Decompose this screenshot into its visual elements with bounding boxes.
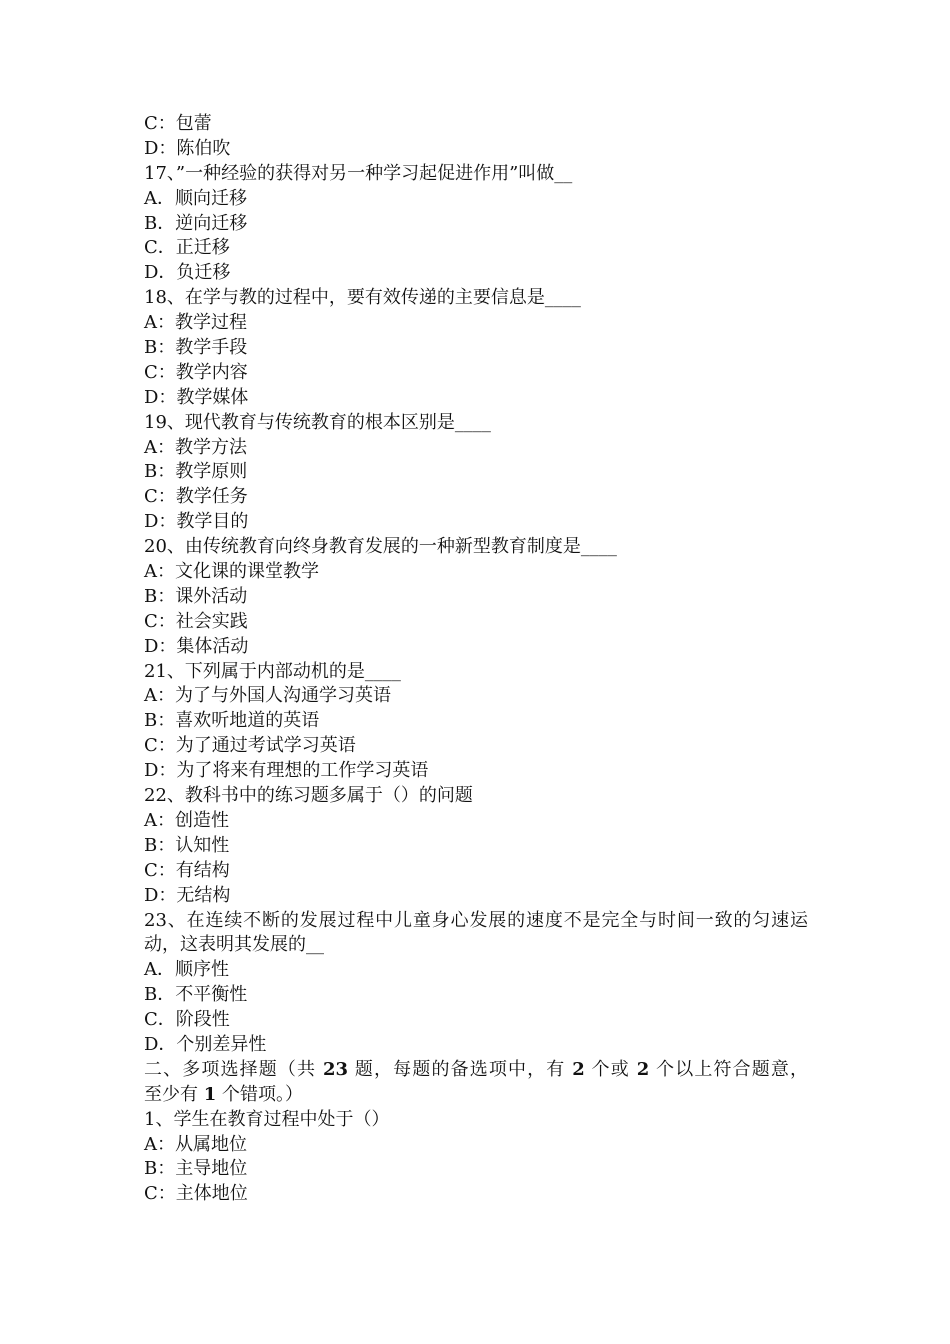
- option-line: B：教学原则: [144, 461, 248, 483]
- section-2-heading: 二、多项选择题（共 23 题，每题的备选项中，有 2 个或 2 个以上符合题意，: [144, 1058, 808, 1080]
- option-line: D：教学媒体: [144, 386, 249, 408]
- option-line: B．逆向迁移: [144, 212, 248, 234]
- option-line: C：有结构: [144, 859, 230, 881]
- option-line: A：教学方法: [144, 436, 247, 458]
- question-21-stem: 21、下列属于内部动机的是____: [144, 660, 401, 682]
- option-line: D．负迁移: [144, 262, 231, 284]
- question-18-stem: 18、在学与教的过程中，要有效传递的主要信息是____: [144, 287, 581, 309]
- option-line: D：陈伯吹: [144, 137, 231, 159]
- option-line: C．阶段性: [144, 1009, 230, 1031]
- option-line: B：教学手段: [144, 337, 248, 359]
- option-line: B．不平衡性: [144, 984, 248, 1006]
- option-line: C．正迁移: [144, 237, 230, 259]
- option-line: D：无结构: [144, 884, 231, 906]
- option-line: A：教学过程: [144, 312, 247, 334]
- option-line: B：主导地位: [144, 1158, 248, 1180]
- option-line: D：集体活动: [144, 635, 249, 657]
- option-line: A：从属地位: [144, 1133, 247, 1155]
- option-line: A：为了与外国人沟通学习英语: [144, 685, 391, 707]
- option-line: C：教学内容: [144, 361, 248, 383]
- question-23-stem-line-1: 23、在连续不断的发展过程中儿童身心发展的速度不是完全与时间一致的匀速运: [144, 909, 808, 931]
- option-line: D：为了将来有理想的工作学习英语: [144, 760, 429, 782]
- option-line: C：主体地位: [144, 1183, 248, 1205]
- option-line: C：包蕾: [144, 113, 212, 134]
- option-line: C：教学任务: [144, 486, 248, 508]
- multi-question-1-stem: 1、学生在教育过程中处于（）: [144, 1108, 390, 1130]
- option-line: A．顺向迁移: [144, 187, 247, 209]
- question-20-stem: 20、由传统教育向终身教育发展的一种新型教育制度是____: [144, 536, 617, 558]
- section-2-heading-line-2: 至少有 1 个错项。）: [144, 1083, 303, 1105]
- option-line: B：认知性: [144, 834, 230, 856]
- option-line: D．个别差异性: [144, 1033, 267, 1055]
- page-content: [144, 112, 808, 1207]
- option-line: C：社会实践: [144, 610, 248, 632]
- option-line: D：教学目的: [144, 511, 249, 533]
- question-19-stem: 19、现代教育与传统教育的根本区别是____: [144, 411, 491, 433]
- option-line: C：为了通过考试学习英语: [144, 735, 356, 757]
- option-line: A．顺序性: [144, 959, 229, 981]
- question-23-stem-line-2: 动，这表明其发展的__: [144, 934, 324, 956]
- option-line: B：喜欢听地道的英语: [144, 710, 320, 732]
- option-line: A：创造性: [144, 809, 229, 831]
- question-22-stem: 22、教科书中的练习题多属于（）的问题: [144, 785, 473, 807]
- question-17-stem: 17、”一种经验的获得对另一种学习起促进作用”叫做__: [144, 162, 573, 184]
- option-line: A：文化课的课堂教学: [144, 561, 319, 583]
- option-line: B：课外活动: [144, 585, 248, 607]
